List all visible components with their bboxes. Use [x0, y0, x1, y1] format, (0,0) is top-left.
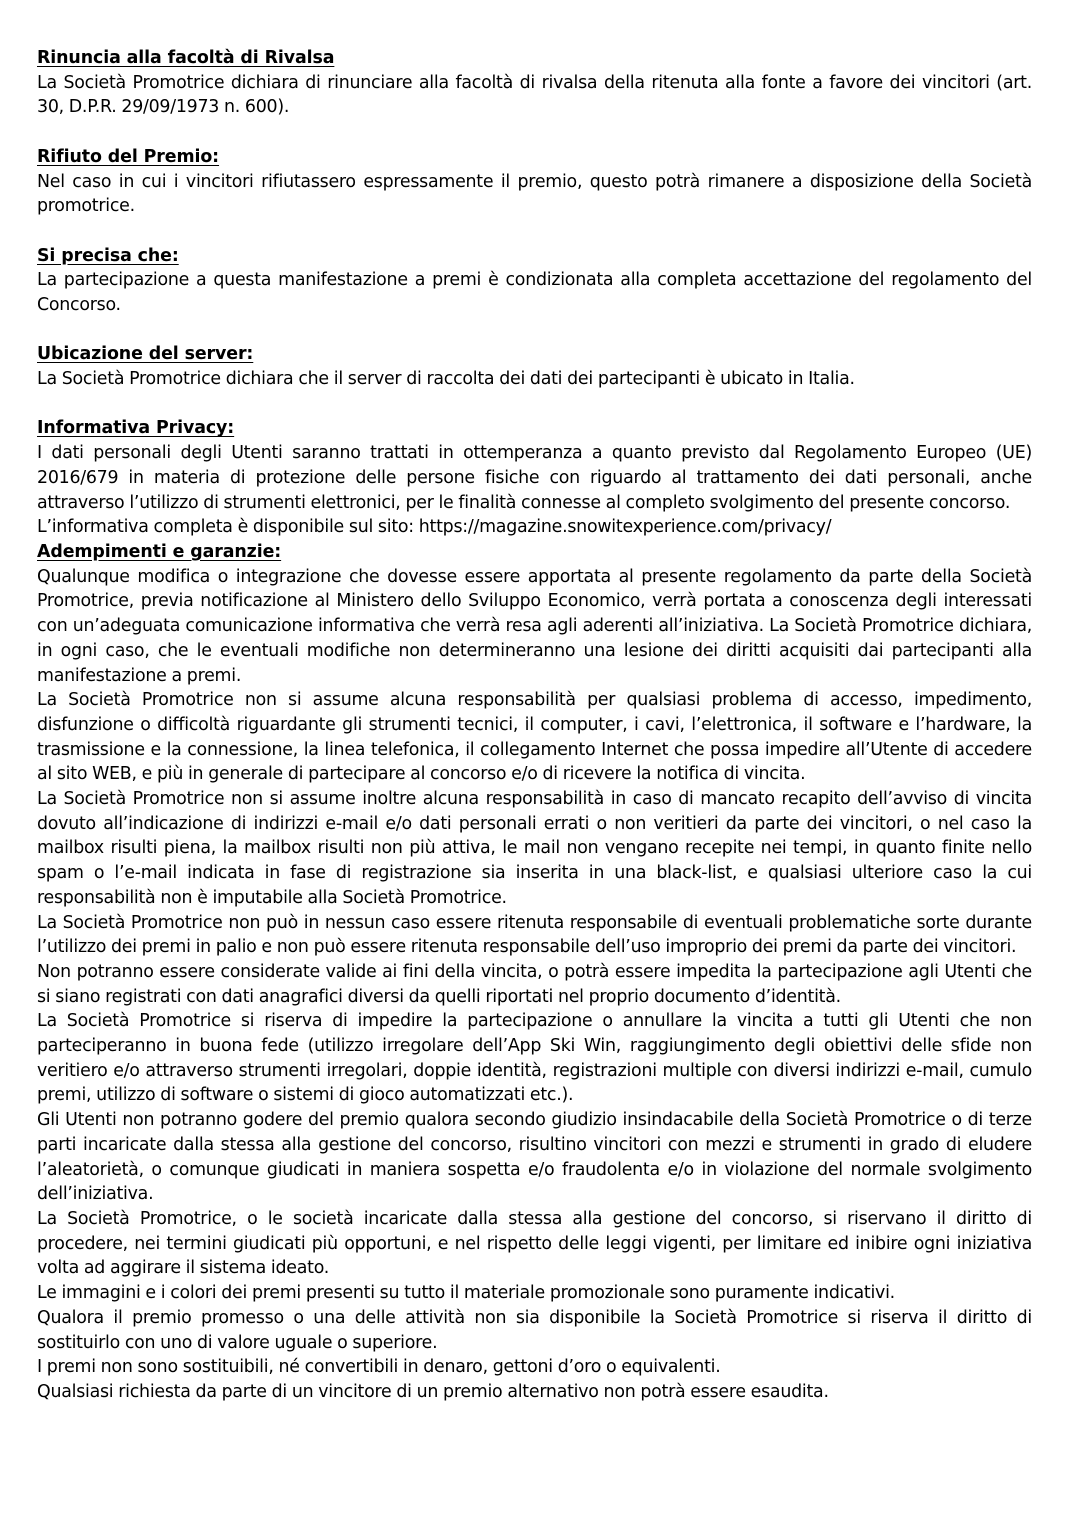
- section-paragraph: La Società Promotrice non può in nessun caso essere ritenuta responsabile di eventuali problematiche sorte durante l’utilizzo dei premi in palio e non può essere ritenuta responsabile dell’uso improprio dei premi da parte dei vincitori.: [37, 912, 1032, 958]
- section-paragraph: Nel caso in cui i vincitori rifiutassero espressamente il premio, questo potrà rimanere a disposizione della Società promotrice.: [37, 171, 1032, 217]
- section-heading: Rifiuto del Premio:: [37, 146, 220, 167]
- section-heading: Ubicazione del server:: [37, 344, 254, 365]
- section-paragraph: La Società Promotrice non si assume alcuna responsabilità per qualsiasi problema di accesso, impedimento, disfunzione o difficoltà riguardante gli strumenti tecnici, il computer, i cavi, l’elettronica, il software e l’hardware, la trasmissione e la connessione, la linea telefonica, il collegamento Internet che possa impedire all’Utente di accedere al sito WEB, e più in generale di partecipare al concorso e/o di ricevere la notifica di vincita.: [37, 690, 1032, 785]
- section-paragraph: La Società Promotrice dichiara di rinunciare alla facoltà di rivalsa della ritenuta alla fonte a favore dei vincitori (art. 30, D.P.R. 29/09/1973 n. 600).: [37, 72, 1032, 118]
- section-paragraph: Non potranno essere considerate valide ai fini della vincita, o potrà essere impedita la partecipazione agli Utenti che si siano registrati con dati anagrafici diversi da quelli riportati nel proprio documento d’identità.: [37, 961, 1032, 1007]
- section-heading: Informativa Privacy:: [37, 418, 235, 439]
- section-paragraph: Qualsiasi richiesta da parte di un vincitore di un premio alternativo non potrà essere esaudita.: [37, 1381, 829, 1402]
- section-paragraph: I premi non sono sostituibili, né convertibili in denaro, gettoni d’oro o equivalenti.: [37, 1357, 721, 1378]
- section-paragraph: La Società Promotrice, o le società incaricate dalla stessa alla gestione del concorso, si riservano il diritto di procedere, nei termini giudicati più opportuni, e nel rispetto delle leggi vigenti, per limitare ed inibire ogni iniziativa volta ad aggirare il sistema ideato.: [37, 1208, 1032, 1279]
- section-informativa-privacy: [37, 416, 1032, 540]
- section-paragraph: La Società Promotrice dichiara che il server di raccolta dei dati dei partecipanti è ubicato in Italia.: [37, 369, 855, 390]
- section-paragraph: La Società Promotrice non si assume inoltre alcuna responsabilità in caso di mancato recapito dell’avviso di vincita dovuto all’indicazione di indirizzi e-mail e/o dati personali errati o non veritieri da parte dei vincitori, o nel caso la mailbox risulti piena, la mailbox risulti non più attiva, le mail non vengano recepite nei tempi, in quanto finite nello spam o l’e-mail indicata in fase di registrazione sia inserita in una black-list, e qualsiasi ulteriore caso la cui responsabilità non è imputabile alla Società Promotrice.: [37, 789, 1032, 908]
- section-rinuncia-rivalsa: [37, 46, 1032, 120]
- section-heading: Rinuncia alla facoltà di Rivalsa: [37, 48, 335, 68]
- section-paragraph: I dati personali degli Utenti saranno trattati in ottemperanza a quanto previsto dal Regolamento Europeo (UE) 2016/679 in materia di protezione delle persone fisiche con riguardo al trattamento dei dati personali, anche attraverso l’utilizzo di strumenti elettronici, per le finalità connesse al completo svolgimento del presente concorso.: [37, 443, 1032, 513]
- section-paragraph: La partecipazione a questa manifestazione a premi è condizionata alla completa accettazione del regolamento del Concorso.: [37, 270, 1032, 315]
- section-paragraph: Le immagini e i colori dei premi presenti su tutto il materiale promozionale sono puramente indicativi.: [37, 1283, 895, 1304]
- section-paragraph: Gli Utenti non potranno godere del premio qualora secondo giudizio insindacabile della Società Promotrice o di terze parti incaricate dalla stessa alla gestione del concorso, risultino vincitori con mezzi e strumenti in grado di eludere l’aleatorietà, o comunque giudicati in maniera sospetta e/o fraudolenta e/o in violazione del normale svolgimento dell’iniziativa.: [37, 1110, 1032, 1205]
- section-adempimenti-garanzie: [37, 540, 1032, 1405]
- section-paragraph: La Società Promotrice si riserva di impedire la partecipazione o annullare la vincita a tutti gli Utenti che non parteciperanno in buona fede (utilizzo irregolare dell’App Ski Win, raggiungimento degli obiettivi delle sfide non veritiero e/o attraverso strumenti irregolari, doppie identità, registrazioni multiple con diversi indirizzi e-mail, cumulo premi, utilizzo di software o sistemi di gioco automatizzati etc.).: [37, 1011, 1032, 1106]
- section-paragraph: Qualora il premio promesso o una delle attività non sia disponibile la Società Promotrice si riserva il diritto di sostituirlo con uno di valore uguale o superiore.: [37, 1307, 1032, 1353]
- privacy-link-paragraph: L’informativa completa è disponibile sul sito: https://magazine.snowitexperience.com/privacy/: [37, 517, 832, 538]
- section-paragraph: Qualunque modifica o integrazione che dovesse essere apportata al presente regolamento da parte della Società Promotrice, previa notificazione al Ministero dello Sviluppo Economico, verrà portata a conoscenza degli interessati con un’adeguata comunicazione informativa che verrà resa agli aderenti all’iniziativa. La Società Promotrice dichiara, in ogni caso, che le eventuali modifiche non determineranno una lesione dei diritti acquisiti dai partecipanti alla manifestazione a premi.: [37, 566, 1032, 686]
- section-heading: Adempimenti e garanzie:: [37, 542, 282, 562]
- section-si-precisa: [37, 244, 1032, 318]
- section-rifiuto-premio: [37, 145, 1032, 219]
- section-ubicazione-server: [37, 342, 1032, 391]
- section-heading: Si precisa che:: [37, 245, 179, 266]
